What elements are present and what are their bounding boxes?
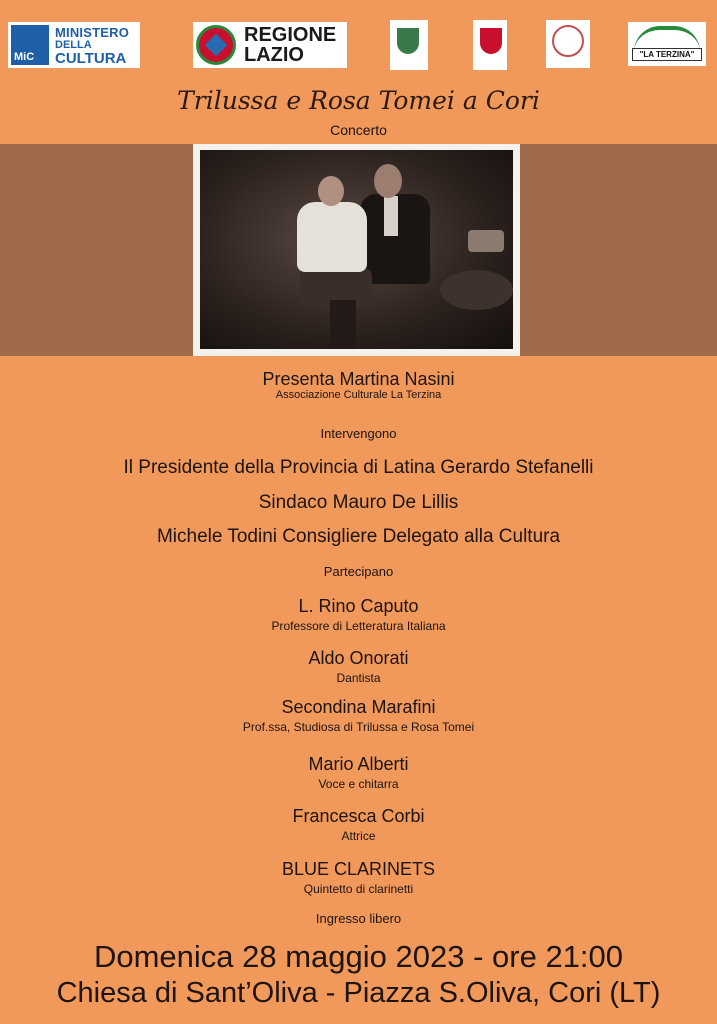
participant-role: Dantista xyxy=(336,671,381,685)
participant-name: Mario Alberti xyxy=(308,754,409,774)
la-terzina-logo: "LA TERZINA" xyxy=(628,22,706,66)
lazio-emblem-icon xyxy=(196,25,236,65)
event-title: Trilussa e Rosa Tomei a Cori xyxy=(177,86,540,115)
participant-role: Professore di Letteratura Italiana xyxy=(271,619,446,633)
participant-role: Quintetto di clarinetti xyxy=(303,882,414,896)
speakers-heading: Intervengono xyxy=(320,426,397,441)
participant-name: Secondina Marafini xyxy=(281,697,436,717)
sponsor-logos xyxy=(0,0,717,80)
event-date: Domenica 28 maggio 2023 - ore 21:00 xyxy=(93,939,624,974)
participant-role: Attrice xyxy=(341,829,376,843)
comune-cori-crest-icon xyxy=(473,20,507,70)
speaker-line: Michele Todini Consigliere Delegato alla Cultura xyxy=(156,526,561,547)
regione-lazio-logo: REGIONE LAZIO xyxy=(193,22,347,68)
participant-role: Voce e chitarra xyxy=(318,777,399,791)
participant-name: L. Rino Caputo xyxy=(298,596,419,616)
presenter-org: Associazione Culturale La Terzina xyxy=(275,389,442,401)
participant-name: Aldo Onorati xyxy=(308,648,409,668)
ministero-cultura-logo: MiC MINISTERO DELLA CULTURA xyxy=(8,22,140,68)
presenter-name: Presenta Martina Nasini xyxy=(262,369,455,389)
historic-photo-frame xyxy=(193,144,520,356)
participant-role: Prof.ssa, Studiosa di Trilussa e Rosa Tomei xyxy=(242,720,475,734)
participant-name: BLUE CLARINETS xyxy=(281,859,436,879)
event-place: Chiesa di Sant’Oliva - Piazza S.Oliva, Cori (LT) xyxy=(56,977,661,1009)
participant-name: Francesca Corbi xyxy=(292,806,425,826)
historic-photo xyxy=(200,150,513,349)
entry-note: Ingresso libero xyxy=(315,911,402,926)
mic-emblem-icon: MiC xyxy=(11,25,49,65)
speaker-line: Il Presidente della Provincia di Latina Gerardo Stefanelli xyxy=(123,457,594,478)
patrocinio-seal-icon xyxy=(546,20,590,68)
speaker-line: Sindaco Mauro De Lillis xyxy=(258,492,459,513)
provincia-latina-crest-icon xyxy=(390,20,428,70)
participants-heading: Partecipano xyxy=(323,564,394,579)
event-subtitle: Concerto xyxy=(330,122,387,138)
